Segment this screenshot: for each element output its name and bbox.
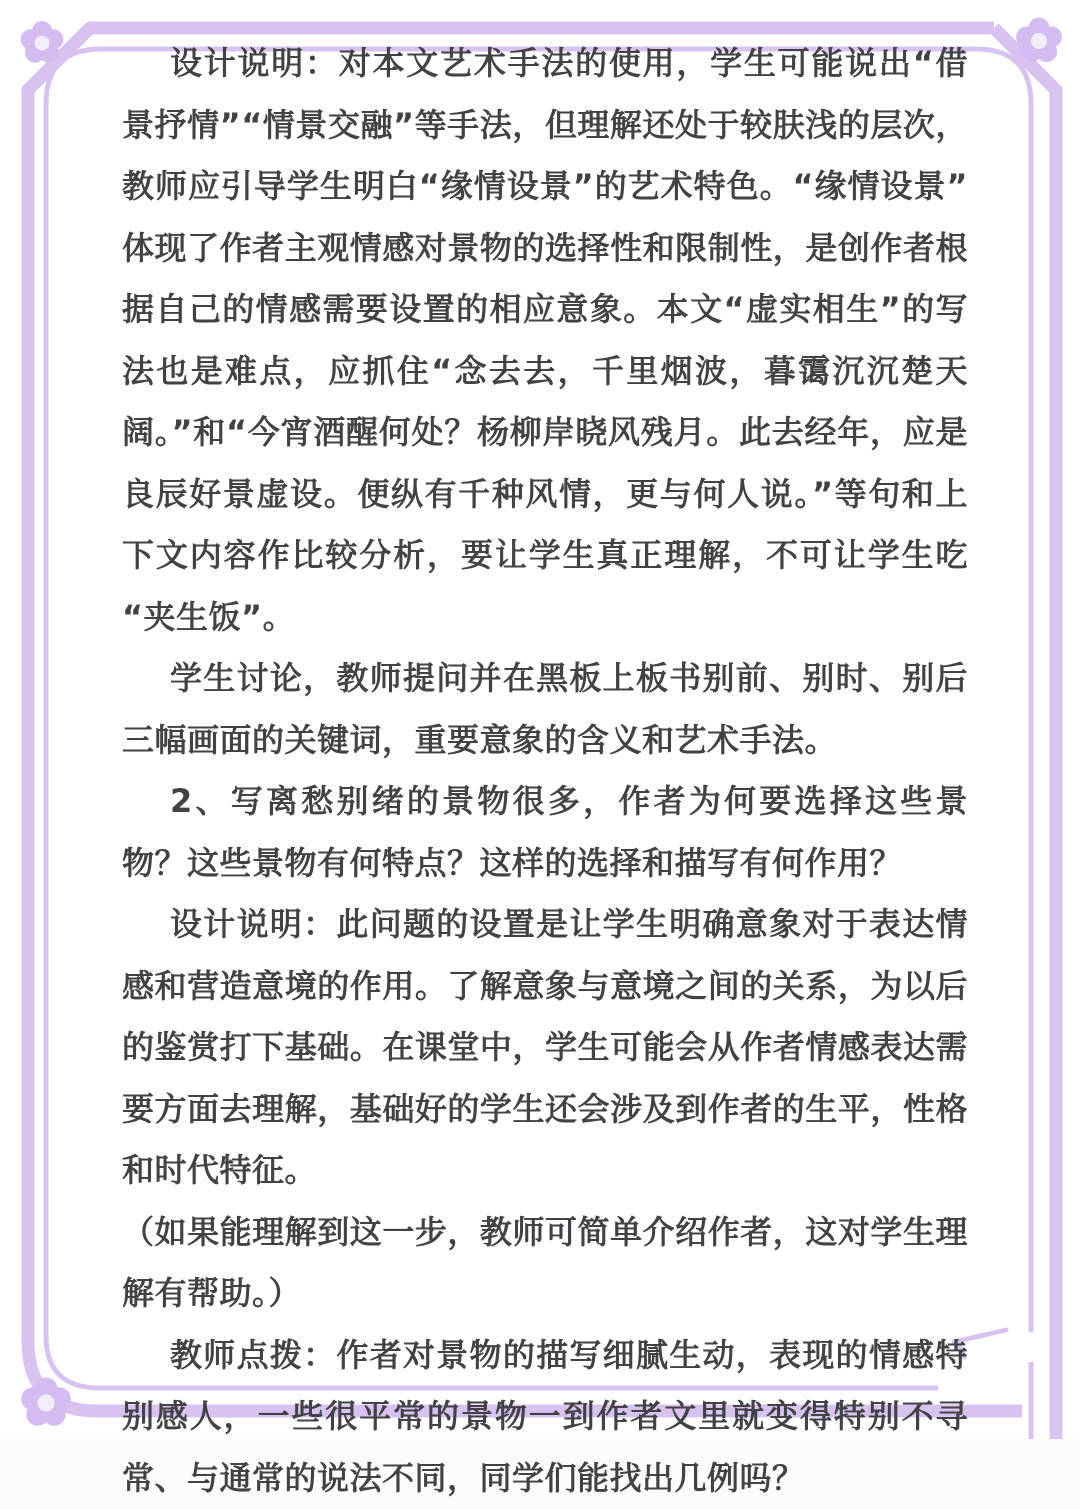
flower-icon-bottom-left (21, 1378, 71, 1426)
paragraph: 设计说明：此问题的设置是让学生明确意象对于表达情感和营造意境的作用。了解意象与意境之间的关系，为以后的鉴赏打下基础。在课堂中，学生可能会从作者情感表达需要方面去理解，基础好的学生还会涉及到作者的生平，性格和时代特征。 (122, 894, 968, 1202)
document-body (122, 33, 968, 1509)
paragraph: 设计说明：对本文艺术手法的使用，学生可能说出“借景抒情”“情景交融”等手法，但理解还处于较肤浅的层次，教师应引导学生明白“缘情设景”的艺术特色。“缘情设景”体现了作者主观情感对景物的选择性和限制性，是创作者根据自己的情感需要设置的相应意象。本文“虚实相生”的写法也是难点，应抓住“念去去，千里烟波，暮霭沉沉楚天阔。”和“今宵酒醒何处？杨柳岸晓风残月。此去经年，应是良辰好景虚设。便纵有千种风情，更与何人说。”等句和上下文内容作比较分析，要让学生真正理解，不可让学生吃“夹生饭”。 (122, 33, 968, 648)
paragraph: 学生讨论，教师提问并在黑板上板书别前、别时、别后三幅画面的关键词，重要意象的含义和艺术手法。 (122, 648, 968, 771)
flower-icon-top-left (21, 21, 64, 63)
paragraph: （如果能理解到这一步，教师可简单介绍作者，这对学生理解有帮助。） (122, 1202, 968, 1325)
paragraph: 2、写离愁别绪的景物很多，作者为何要选择这些景物？这些景物有何特点？这样的选择和描写有何作用？ (122, 771, 968, 894)
paragraph: 教师点拨：作者对景物的描写细腻生动，表现的情感特别感人，一些很平常的景物一到作者文里就变得特别不寻常、与通常的说法不同，同学们能找出几例吗？ (122, 1325, 968, 1509)
flower-icon-top-right (1016, 18, 1062, 63)
